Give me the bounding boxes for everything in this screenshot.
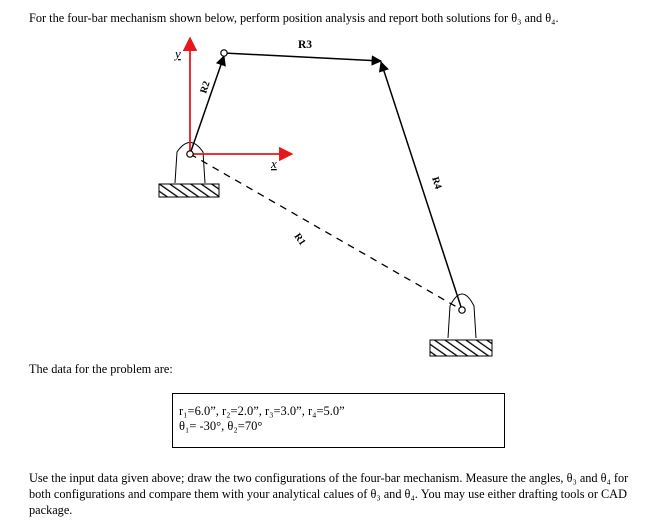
data-box bbox=[172, 393, 505, 448]
pin-joint-a bbox=[187, 151, 193, 157]
label-r2: R2 bbox=[198, 79, 213, 95]
pin-joint-b bbox=[221, 50, 227, 56]
link-r1 bbox=[190, 154, 462, 310]
label-r1: R1 bbox=[291, 231, 308, 248]
link-r4 bbox=[381, 62, 462, 310]
right-ground-pivot bbox=[430, 294, 492, 356]
data-line-angles: θ₁= -30°, θ₂=70° bbox=[179, 419, 263, 433]
axis-y-label: y bbox=[175, 46, 181, 61]
instructions: Use the input data given above; draw the two configurations of the four-bar mechanism. Measure the angles, θ₃ and θ₄ for both configurations and compare them with your analytical calues of θ₃ and θ₄. You may use either drafting tools or CAD package. bbox=[29, 471, 629, 517]
link-r3 bbox=[224, 53, 381, 61]
pin-joint-d bbox=[459, 307, 465, 313]
problem-statement: For the four-bar mechanism shown below, perform position analysis and report both solutions for θ₃ and θ₄. bbox=[29, 11, 559, 25]
axis-x-label: x bbox=[271, 156, 277, 171]
data-intro: The data for the problem are: bbox=[29, 362, 173, 376]
label-r3: R3 bbox=[298, 39, 313, 51]
label-r4: R4 bbox=[429, 175, 444, 191]
link-r2 bbox=[190, 56, 224, 154]
data-line-lengths: r₁=6.0”, r₂=2.0”, r₃=3.0”, r₄=5.0” bbox=[179, 404, 345, 418]
